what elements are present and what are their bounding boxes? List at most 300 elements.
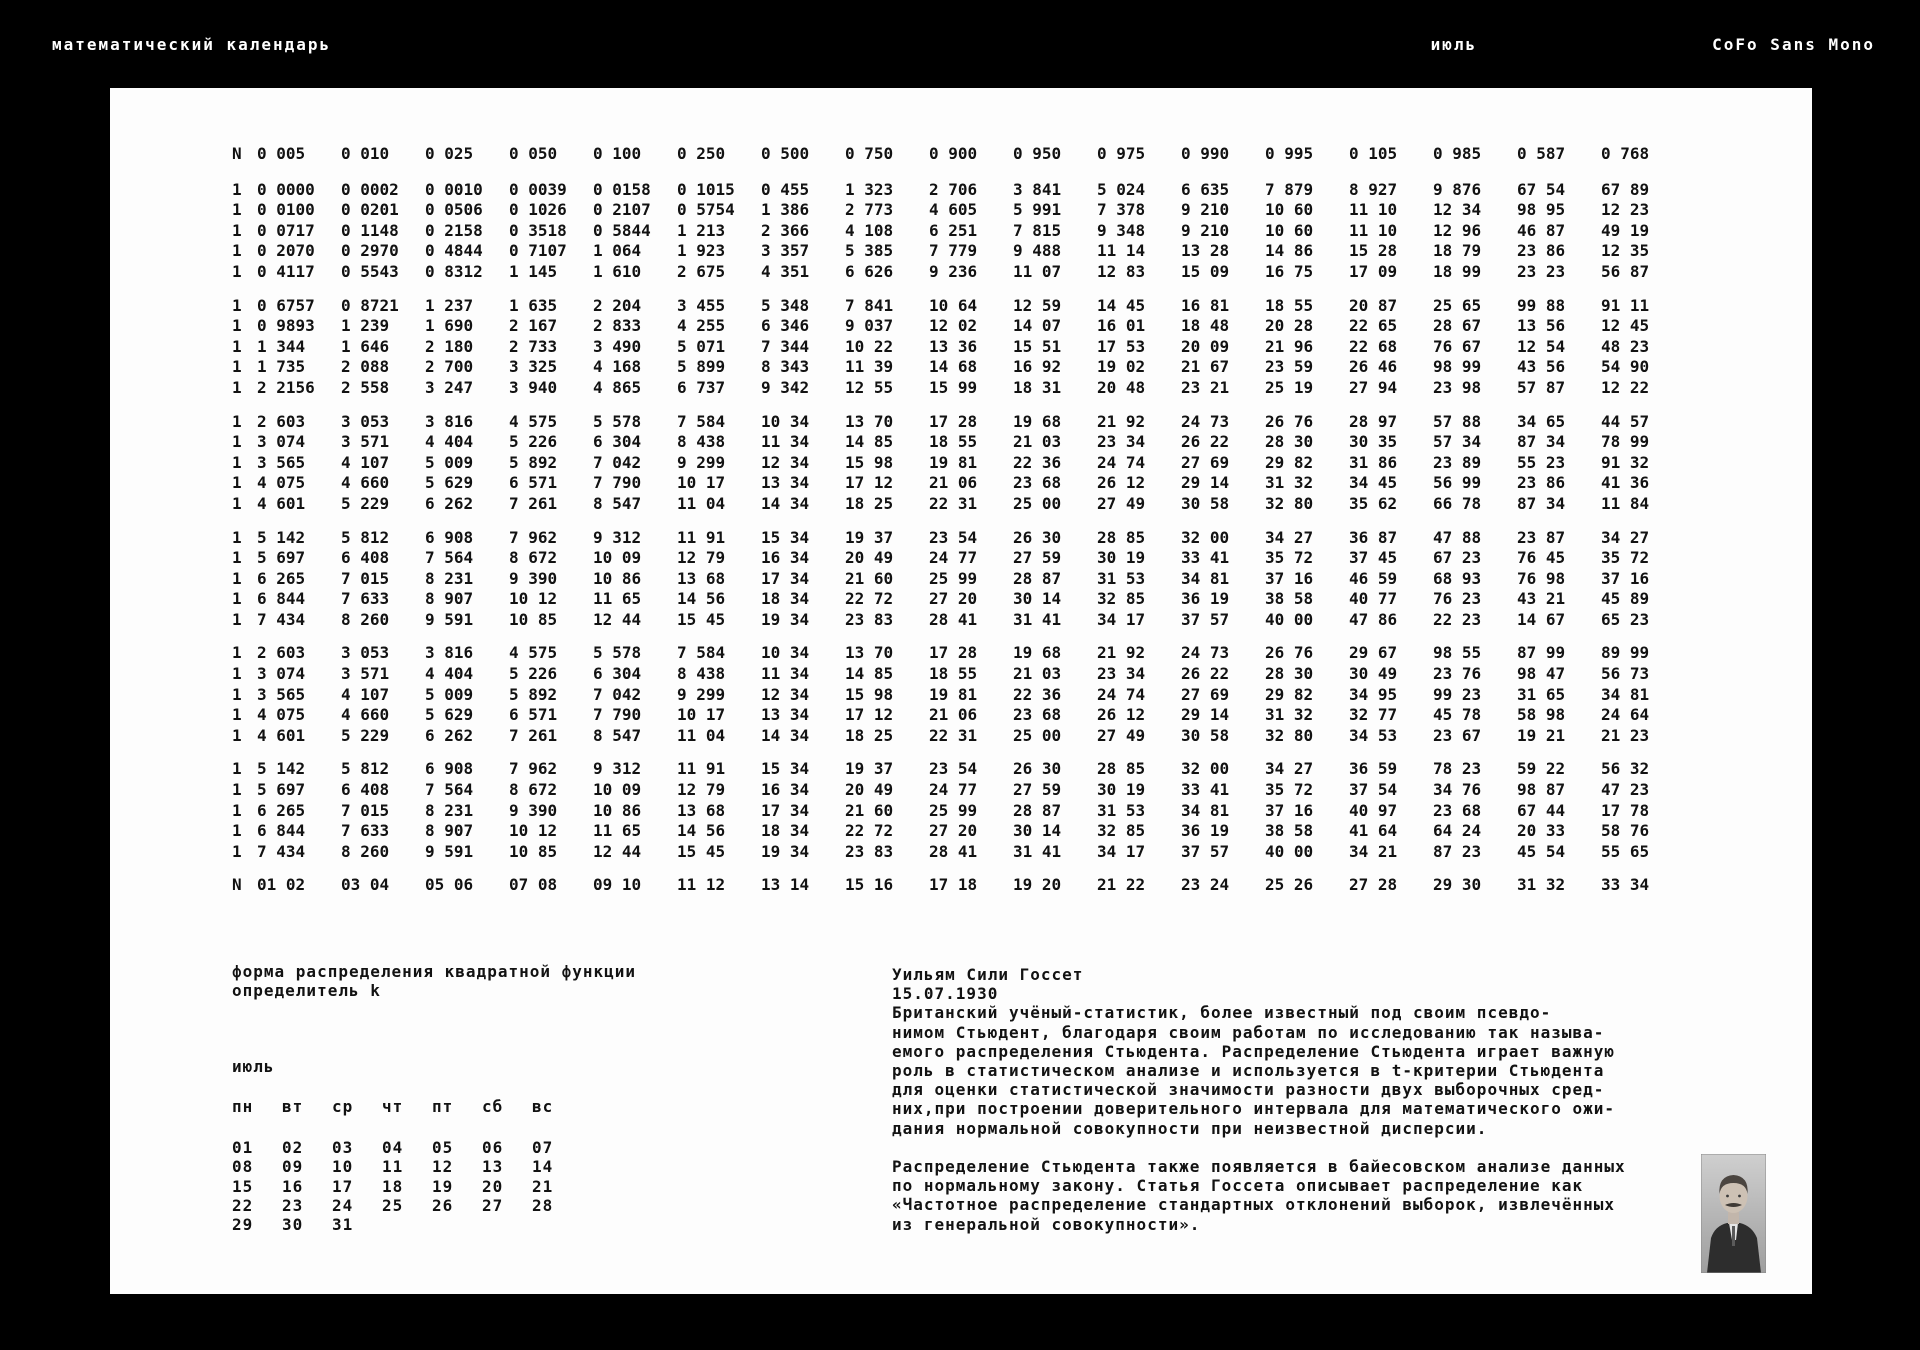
table-cell: 4 404 <box>425 664 474 684</box>
table-cell: 30 58 <box>1181 725 1230 745</box>
table-cell: 25 19 <box>1265 377 1314 397</box>
weekday-label: сб <box>482 1097 504 1116</box>
table-cell: 7 841 <box>845 295 894 315</box>
table-cell: 0 0717 <box>257 220 315 240</box>
table-cell: 4 601 <box>257 493 306 513</box>
table-cell: 11 10 <box>1349 200 1398 220</box>
table-cell: 17 12 <box>845 473 894 493</box>
calendar-week-row <box>232 1138 582 1157</box>
table-cell: 22 36 <box>1013 452 1062 472</box>
table-cell: 23 54 <box>929 759 978 779</box>
table-cell: 21 06 <box>929 705 978 725</box>
bio-line: них,при построении доверительного интервала для математического ожи- <box>892 1099 1616 1119</box>
calendar-day: 10 <box>332 1157 354 1177</box>
table-cell: 3 816 <box>425 411 474 431</box>
table-cell: 6 737 <box>677 377 726 397</box>
table-cell: 0 950 <box>1013 144 1062 163</box>
table-cell: 9 390 <box>509 568 558 588</box>
table-cell: 87 23 <box>1433 841 1482 861</box>
table-cell: 56 87 <box>1601 261 1650 281</box>
table-cell: 98 99 <box>1433 357 1482 377</box>
calendar-day: 15 <box>232 1176 254 1196</box>
table-cell: 4 605 <box>929 200 978 220</box>
table-cell: 46 87 <box>1517 220 1566 240</box>
table-cell: 36 19 <box>1181 589 1230 609</box>
table-cell: 38 58 <box>1265 821 1314 841</box>
table-cell: 5 578 <box>593 411 642 431</box>
table-cell: 26 12 <box>1097 705 1146 725</box>
calendar-day: 13 <box>482 1157 504 1177</box>
table-cell: 9 591 <box>425 841 474 861</box>
table-cell: 9 236 <box>929 261 978 281</box>
table-cell: 11 91 <box>677 527 726 547</box>
calendar-sheet <box>110 88 1812 1294</box>
table-cell: 7 790 <box>593 473 642 493</box>
row-label: 1 <box>232 432 242 452</box>
table-cell: 0 2070 <box>257 241 315 261</box>
table-cell: 14 67 <box>1517 609 1566 629</box>
calendar-week-row <box>232 1157 582 1176</box>
table-cell: 35 72 <box>1265 780 1314 800</box>
table-cell: 5 629 <box>425 705 474 725</box>
table-cell: 26 22 <box>1181 432 1230 452</box>
row-label: 1 <box>232 336 242 356</box>
table-cell: 11 65 <box>593 821 642 841</box>
table-cell: 07 08 <box>509 875 558 895</box>
table-row <box>232 643 1685 664</box>
table-cell: 23 83 <box>845 841 894 861</box>
table-cell: 4 107 <box>341 452 390 472</box>
table-cell: 20 48 <box>1097 377 1146 397</box>
table-cell: 29 14 <box>1181 473 1230 493</box>
table-cell: 21 92 <box>1097 411 1146 431</box>
calendar-day <box>482 1215 532 1234</box>
table-row-group <box>232 180 1685 283</box>
table-cell: 17 09 <box>1349 261 1398 281</box>
table-cell: 27 94 <box>1349 377 1398 397</box>
page-title: математический календарь <box>52 34 332 54</box>
table-cell: 31 32 <box>1517 875 1566 895</box>
table-cell: 24 74 <box>1097 684 1146 704</box>
bio-date: 15.07.1930 <box>892 984 999 1004</box>
table-row <box>232 726 1685 747</box>
weekday-label: вт <box>282 1097 304 1116</box>
table-row <box>232 759 1685 780</box>
table-cell: 4 575 <box>509 411 558 431</box>
calendar-day: 16 <box>282 1176 304 1196</box>
table-cell: 98 95 <box>1517 200 1566 220</box>
row-label: N <box>232 875 242 895</box>
table-cell: 10 34 <box>761 411 810 431</box>
table-cell: 27 59 <box>1013 548 1062 568</box>
table-cell: 32 00 <box>1181 759 1230 779</box>
table-cell: 29 82 <box>1265 452 1314 472</box>
table-cell: 30 58 <box>1181 493 1230 513</box>
row-label: 1 <box>232 493 242 513</box>
table-caption <box>232 962 636 1001</box>
table-cell: 11 34 <box>761 664 810 684</box>
table-cell: 17 28 <box>929 411 978 431</box>
table-cell: 0 050 <box>509 144 558 163</box>
table-cell: 27 28 <box>1349 875 1398 895</box>
table-cell: 4 601 <box>257 725 306 745</box>
table-cell: 23 86 <box>1517 473 1566 493</box>
table-cell: 34 27 <box>1265 527 1314 547</box>
table-cell: 2 675 <box>677 261 726 281</box>
table-cell: 56 99 <box>1433 473 1482 493</box>
table-cell: 23 54 <box>929 527 978 547</box>
bio-line: для оценки статистической значимости разности двух выборочных сред- <box>892 1080 1605 1100</box>
table-cell: 0 985 <box>1433 144 1482 163</box>
table-cell: 10 17 <box>677 705 726 725</box>
calendar-day: 21 <box>532 1176 554 1196</box>
table-cell: 5 226 <box>509 664 558 684</box>
table-cell: 7 815 <box>1013 220 1062 240</box>
table-cell: 15 45 <box>677 841 726 861</box>
table-cell: 7 564 <box>425 780 474 800</box>
table-cell: 21 22 <box>1097 875 1146 895</box>
table-cell: 15 34 <box>761 759 810 779</box>
table-cell: 10 85 <box>509 609 558 629</box>
table-cell: 15 09 <box>1181 261 1230 281</box>
table-cell: 2 204 <box>593 295 642 315</box>
table-cell: 3 357 <box>761 241 810 261</box>
table-cell: 0 5543 <box>341 261 399 281</box>
table-cell: 0 005 <box>257 144 306 163</box>
table-cell: 87 99 <box>1517 643 1566 663</box>
table-cell: 0 9893 <box>257 316 315 336</box>
table-cell: 34 27 <box>1265 759 1314 779</box>
table-cell: 6 265 <box>257 800 306 820</box>
table-cell: 35 72 <box>1265 548 1314 568</box>
table-row <box>232 685 1685 706</box>
table-cell: 0 2158 <box>425 220 483 240</box>
table-cell: 24 73 <box>1181 411 1230 431</box>
calendar-day: 23 <box>282 1195 304 1215</box>
table-cell: 23 34 <box>1097 432 1146 452</box>
table-cell: 32 80 <box>1265 493 1314 513</box>
table-cell: 6 265 <box>257 568 306 588</box>
calendar-week-row <box>232 1215 582 1234</box>
table-row <box>232 705 1685 726</box>
table-cell: 1 237 <box>425 295 474 315</box>
table-row <box>232 589 1685 610</box>
table-cell: 27 69 <box>1181 452 1230 472</box>
row-label: 1 <box>232 220 242 240</box>
table-cell: 13 14 <box>761 875 810 895</box>
table-cell: 4 660 <box>341 705 390 725</box>
bio-section <box>892 965 1652 1234</box>
table-cell: 40 77 <box>1349 589 1398 609</box>
table-cell: 19 68 <box>1013 411 1062 431</box>
calendar-day: 30 <box>282 1215 304 1235</box>
calendar-day: 08 <box>232 1157 254 1177</box>
table-cell: 65 23 <box>1601 609 1650 629</box>
table-cell: 31 41 <box>1013 609 1062 629</box>
table-cell: 47 23 <box>1601 780 1650 800</box>
table-cell: 27 59 <box>1013 780 1062 800</box>
table-cell: 0 500 <box>761 144 810 163</box>
table-row <box>232 296 1685 317</box>
table-cell: 76 67 <box>1433 336 1482 356</box>
table-cell: 55 65 <box>1601 841 1650 861</box>
table-cell: 34 27 <box>1601 527 1650 547</box>
table-cell: 0 1026 <box>509 200 567 220</box>
table-cell: 7 434 <box>257 841 306 861</box>
table-cell: 0 587 <box>1517 144 1566 163</box>
table-cell: 0 025 <box>425 144 474 163</box>
table-cell: 19 37 <box>845 759 894 779</box>
table-cell: 7 633 <box>341 821 390 841</box>
table-cell: 25 65 <box>1433 295 1482 315</box>
table-row-group <box>232 296 1685 399</box>
table-cell: 09 10 <box>593 875 642 895</box>
table-cell: 7 879 <box>1265 179 1314 199</box>
table-cell: 34 17 <box>1097 609 1146 629</box>
calendar-day: 03 <box>332 1138 354 1157</box>
table-cell: 3 565 <box>257 684 306 704</box>
table-cell: 34 81 <box>1181 800 1230 820</box>
table-cell: 43 21 <box>1517 589 1566 609</box>
row-label: 1 <box>232 179 242 199</box>
table-cell: 14 85 <box>845 664 894 684</box>
table-cell: 32 85 <box>1097 589 1146 609</box>
table-cell: 0 250 <box>677 144 726 163</box>
table-cell: 10 09 <box>593 548 642 568</box>
table-cell: 3 565 <box>257 452 306 472</box>
table-cell: 1 323 <box>845 179 894 199</box>
table-cell: 0 1148 <box>341 220 399 240</box>
table-cell: 4 660 <box>341 473 390 493</box>
table-cell: 4 404 <box>425 432 474 452</box>
table-cell: 30 19 <box>1097 780 1146 800</box>
table-cell: 28 30 <box>1265 432 1314 452</box>
table-cell: 23 76 <box>1433 664 1482 684</box>
table-cell: 4 865 <box>593 377 642 397</box>
table-row <box>232 316 1685 337</box>
table-cell: 13 28 <box>1181 241 1230 261</box>
table-cell: 1 923 <box>677 241 726 261</box>
table-cell: 0 0010 <box>425 179 483 199</box>
calendar-day: 04 <box>382 1138 404 1157</box>
table-cell: 31 53 <box>1097 568 1146 588</box>
table-cell: 25 99 <box>929 568 978 588</box>
table-cell: 3 053 <box>341 411 390 431</box>
table-cell: 34 17 <box>1097 841 1146 861</box>
row-label: 1 <box>232 800 242 820</box>
table-cell: 0 6757 <box>257 295 315 315</box>
table-cell: 4 108 <box>845 220 894 240</box>
row-label: 1 <box>232 759 242 779</box>
table-cell: 6 908 <box>425 527 474 547</box>
table-cell: 24 74 <box>1097 452 1146 472</box>
row-label: 1 <box>232 241 242 261</box>
table-cell: 29 67 <box>1349 643 1398 663</box>
table-cell: 12 83 <box>1097 261 1146 281</box>
table-cell: 16 75 <box>1265 261 1314 281</box>
table-cell: 23 34 <box>1097 664 1146 684</box>
table-cell: 16 34 <box>761 548 810 568</box>
table-cell: 41 64 <box>1349 821 1398 841</box>
table-cell: 7 042 <box>593 452 642 472</box>
table-cell: 36 19 <box>1181 821 1230 841</box>
table-cell: 3 841 <box>1013 179 1062 199</box>
table-cell: 68 93 <box>1433 568 1482 588</box>
table-cell: 12 22 <box>1601 377 1650 397</box>
table-cell: 9 210 <box>1181 220 1230 240</box>
table-cell: 5 385 <box>845 241 894 261</box>
table-cell: 0 975 <box>1097 144 1146 163</box>
table-cell: 34 65 <box>1517 411 1566 431</box>
table-cell: 35 62 <box>1349 493 1398 513</box>
table-cell: 3 940 <box>509 377 558 397</box>
table-cell: 23 83 <box>845 609 894 629</box>
table-cell: 05 06 <box>425 875 474 895</box>
calendar-month-label: июль <box>232 1057 275 1076</box>
table-cell: 3 247 <box>425 377 474 397</box>
table-cell: 6 571 <box>509 705 558 725</box>
table-cell: 9 348 <box>1097 220 1146 240</box>
table-cell: 4 255 <box>677 316 726 336</box>
table-cell: 0 2107 <box>593 200 651 220</box>
table-cell: 30 35 <box>1349 432 1398 452</box>
table-row <box>232 221 1685 242</box>
calendar-day <box>432 1215 482 1234</box>
calendar-day: 12 <box>432 1157 454 1177</box>
table-cell: 8 547 <box>593 725 642 745</box>
row-label: 1 <box>232 473 242 493</box>
table-cell: 2 180 <box>425 336 474 356</box>
table-cell: 43 56 <box>1517 357 1566 377</box>
table-cell: 18 25 <box>845 725 894 745</box>
table-cell: 7 434 <box>257 609 306 629</box>
table-cell: 10 86 <box>593 800 642 820</box>
table-cell: 0 750 <box>845 144 894 163</box>
table-cell: 6 262 <box>425 493 474 513</box>
table-cell: 9 488 <box>1013 241 1062 261</box>
table-cell: 14 68 <box>929 357 978 377</box>
table-cell: 3 325 <box>509 357 558 377</box>
table-cell: 16 92 <box>1013 357 1062 377</box>
table-cell: 7 015 <box>341 568 390 588</box>
table-cell: 2 700 <box>425 357 474 377</box>
table-cell: 17 34 <box>761 568 810 588</box>
table-cell: 78 99 <box>1601 432 1650 452</box>
table-cell: 3 571 <box>341 432 390 452</box>
table-cell: 8 672 <box>509 780 558 800</box>
table-cell: 9 876 <box>1433 179 1482 199</box>
table-cell: 46 59 <box>1349 568 1398 588</box>
table-cell: 12 34 <box>761 452 810 472</box>
table-cell: 13 70 <box>845 643 894 663</box>
table-cell: 9 299 <box>677 684 726 704</box>
table-row <box>232 494 1685 515</box>
table-cell: 0 5754 <box>677 200 735 220</box>
table-cell: 7 015 <box>341 800 390 820</box>
table-cell: 17 28 <box>929 643 978 663</box>
calendar-dates <box>232 1138 582 1234</box>
table-cell: 13 68 <box>677 568 726 588</box>
row-label: 1 <box>232 377 242 397</box>
table-row <box>232 453 1685 474</box>
table-cell: 7 261 <box>509 725 558 745</box>
table-cell: 14 34 <box>761 493 810 513</box>
table-cell: 29 82 <box>1265 684 1314 704</box>
table-row <box>232 180 1685 201</box>
table-cell: 17 18 <box>929 875 978 895</box>
calendar-day: 24 <box>332 1195 354 1215</box>
table-cell: 21 03 <box>1013 664 1062 684</box>
table-cell: 32 85 <box>1097 821 1146 841</box>
table-cell: 30 19 <box>1097 548 1146 568</box>
table-cell: 13 68 <box>677 800 726 820</box>
calendar-day: 07 <box>532 1138 554 1157</box>
table-cell: 29 14 <box>1181 705 1230 725</box>
topbar-font-name: CoFo Sans Mono <box>1712 34 1875 54</box>
table-cell: 30 49 <box>1349 664 1398 684</box>
table-cell: 1 610 <box>593 261 642 281</box>
table-cell: 33 41 <box>1181 780 1230 800</box>
calendar-day: 05 <box>432 1138 454 1157</box>
table-cell: 21 23 <box>1601 725 1650 745</box>
table-cell: 20 87 <box>1349 295 1398 315</box>
table-cell: 34 95 <box>1349 684 1398 704</box>
table-row <box>232 378 1685 399</box>
table-cell: 6 251 <box>929 220 978 240</box>
bio-paragraph-1 <box>892 1003 1652 1137</box>
table-cell: 34 81 <box>1181 568 1230 588</box>
row-label: 1 <box>232 411 242 431</box>
table-cell: 6 408 <box>341 548 390 568</box>
row-label: 1 <box>232 452 242 472</box>
table-cell: 7 633 <box>341 589 390 609</box>
table-cell: 4 575 <box>509 643 558 663</box>
table-cell: 45 54 <box>1517 841 1566 861</box>
table-cell: 30 14 <box>1013 821 1062 841</box>
table-cell: 20 49 <box>845 780 894 800</box>
table-cell: 21 96 <box>1265 336 1314 356</box>
table-cell: 11 39 <box>845 357 894 377</box>
table-row <box>232 528 1685 549</box>
table-cell: 8 343 <box>761 357 810 377</box>
row-label: 1 <box>232 780 242 800</box>
table-cell: 28 30 <box>1265 664 1314 684</box>
weekday-label: пт <box>432 1097 454 1116</box>
table-cell: 34 53 <box>1349 725 1398 745</box>
table-cell: 58 76 <box>1601 821 1650 841</box>
row-label: 1 <box>232 589 242 609</box>
table-cell: 0 4117 <box>257 261 315 281</box>
table-cell: 34 81 <box>1601 684 1650 704</box>
weekday-label: пн <box>232 1097 254 1116</box>
table-cell: 76 23 <box>1433 589 1482 609</box>
row-label: 1 <box>232 821 242 841</box>
table-cell: 23 68 <box>1013 705 1062 725</box>
table-cell: 23 24 <box>1181 875 1230 895</box>
table-cell: 11 34 <box>761 432 810 452</box>
table-cell: 27 20 <box>929 589 978 609</box>
calendar-day: 11 <box>382 1157 404 1177</box>
table-cell: 37 57 <box>1181 609 1230 629</box>
table-cell: 26 76 <box>1265 643 1314 663</box>
table-cell: 3 455 <box>677 295 726 315</box>
table-cell: 20 33 <box>1517 821 1566 841</box>
table-cell: 10 12 <box>509 589 558 609</box>
table-cell: 15 99 <box>929 377 978 397</box>
bio-line: «Частотное распределение стандартных отклонений выборок, извлечённых <box>892 1195 1616 1215</box>
table-cell: 48 23 <box>1601 336 1650 356</box>
table-cell: 13 70 <box>845 411 894 431</box>
